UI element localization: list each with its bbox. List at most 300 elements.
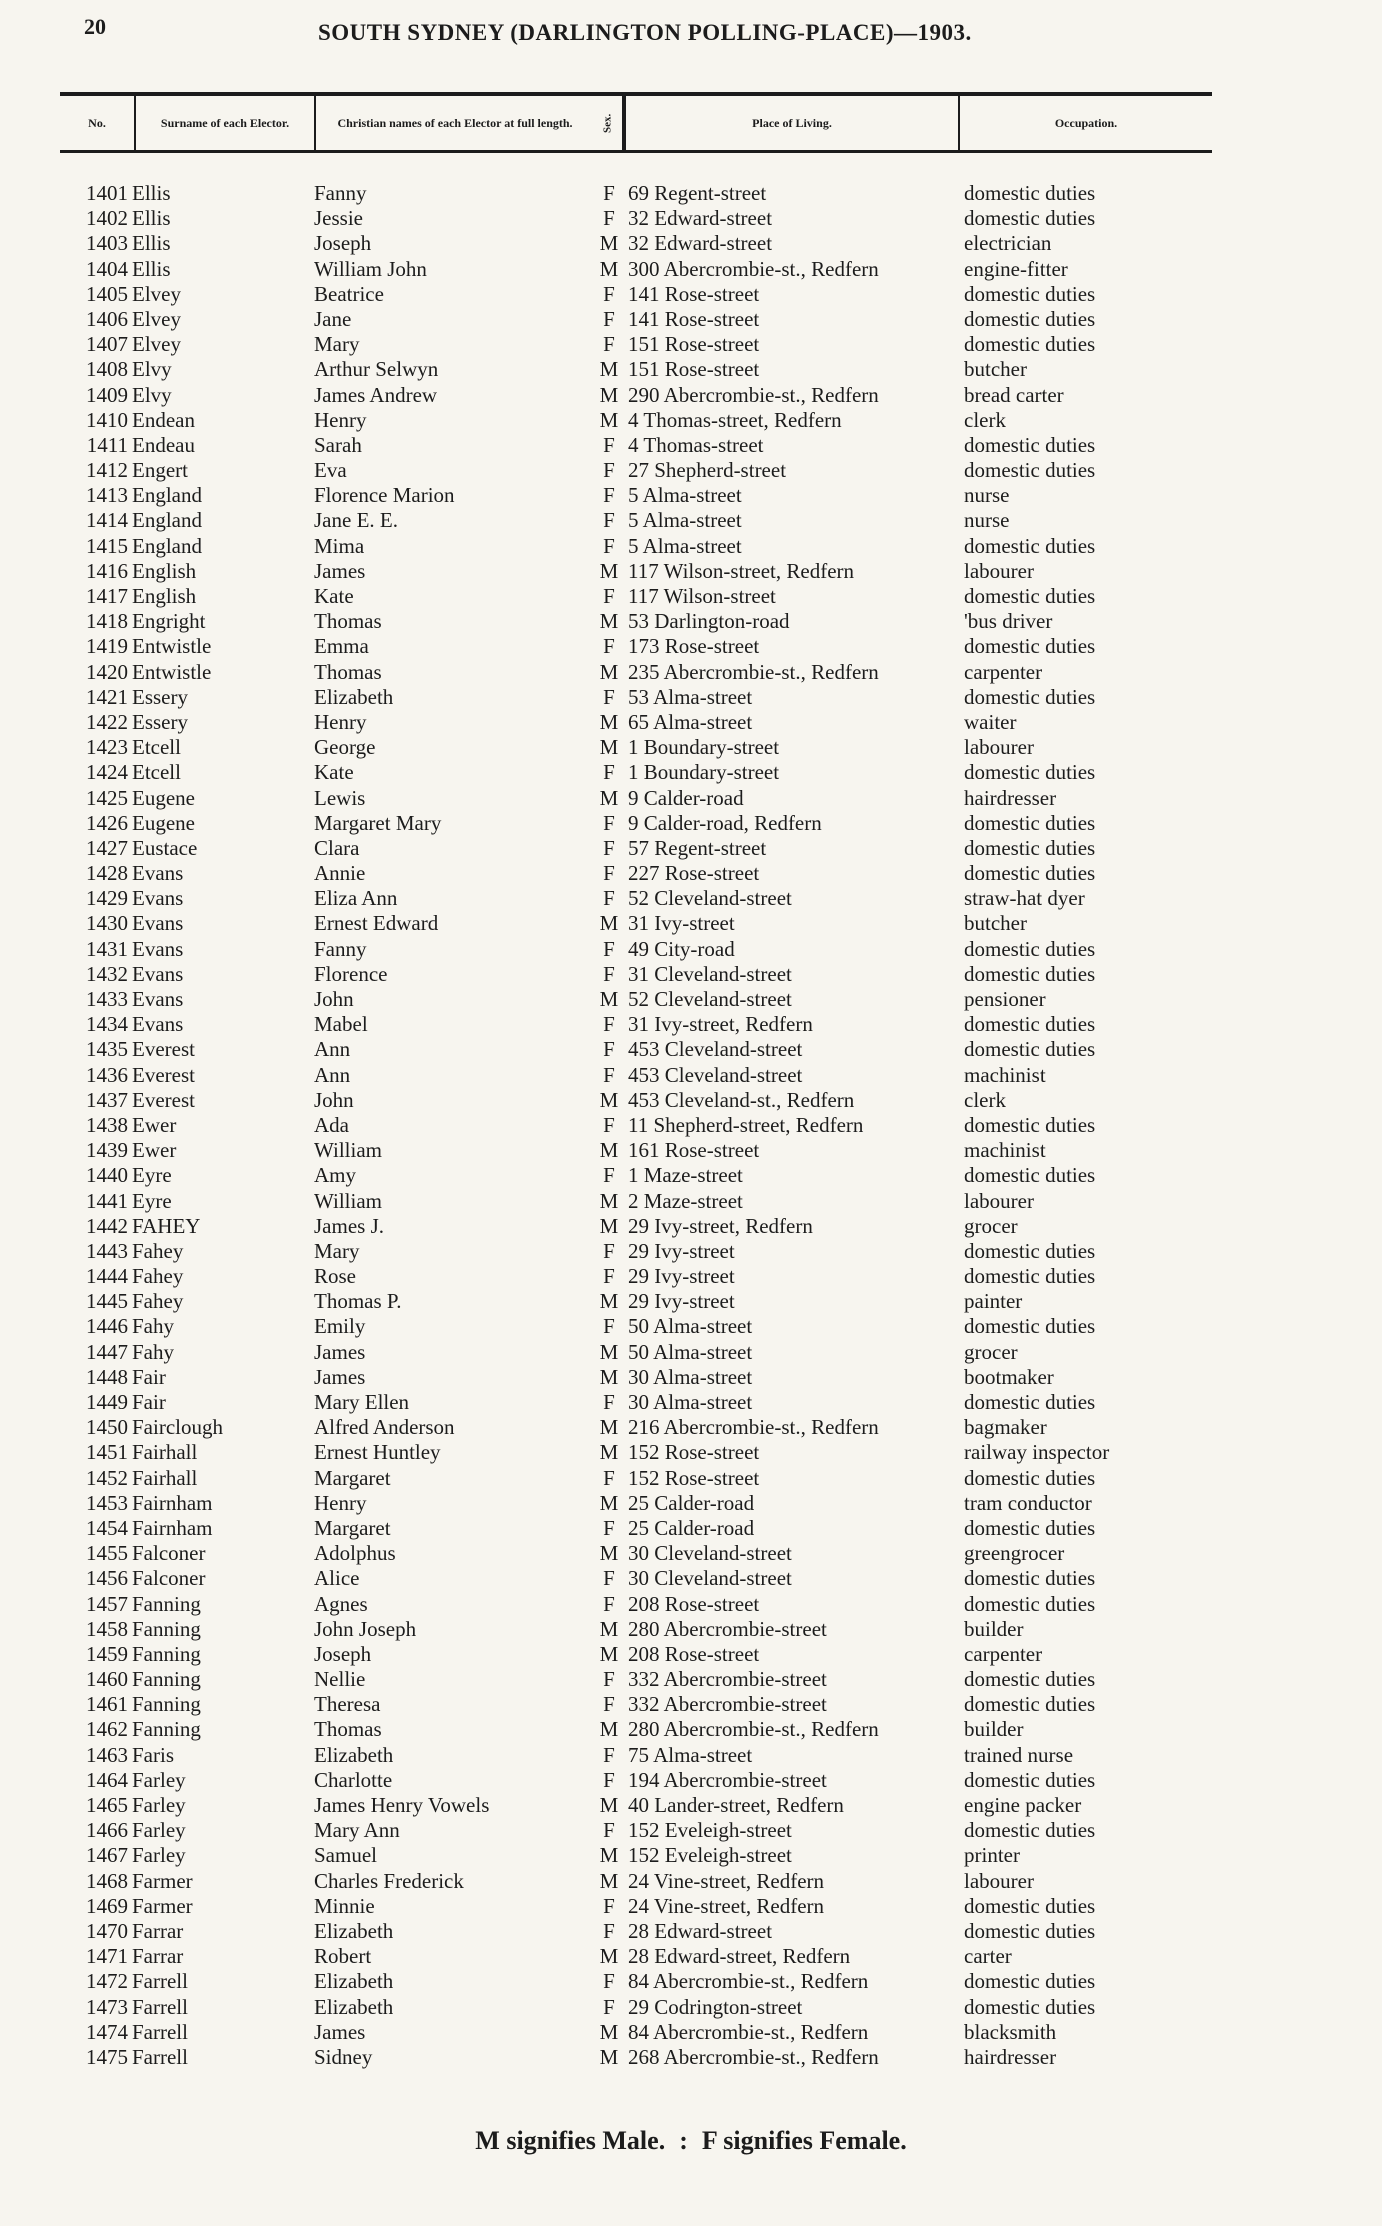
elector-place-of-living: 31 Ivy-street, Redfern bbox=[628, 1012, 813, 1037]
elector-place-of-living: 69 Regent-street bbox=[628, 181, 767, 205]
elector-sex: F bbox=[603, 861, 615, 886]
elector-occupation: domestic duties bbox=[964, 458, 1096, 483]
elector-christian-names: George bbox=[314, 735, 376, 760]
elector-occupation: domestic duties bbox=[964, 1994, 1096, 2019]
elector-row bbox=[0, 786, 1382, 811]
elector-surname: Engright bbox=[132, 609, 206, 634]
elector-sex: F bbox=[603, 206, 615, 231]
elector-christian-names: Amy bbox=[314, 1163, 356, 1188]
elector-number: 1474 bbox=[86, 2019, 128, 2044]
elector-christian-names: Mary Ann bbox=[314, 1818, 400, 1843]
elector-surname: Farrell bbox=[132, 1969, 188, 1994]
elector-sex: F bbox=[603, 332, 615, 357]
elector-surname: Fanning bbox=[132, 1641, 201, 1666]
elector-christian-names: James bbox=[314, 2019, 366, 2044]
elector-row bbox=[0, 1440, 1382, 1465]
elector-sex: M bbox=[599, 407, 619, 432]
elector-sex: M bbox=[599, 659, 619, 684]
elector-number: 1409 bbox=[86, 382, 128, 407]
elector-occupation: domestic duties bbox=[964, 1037, 1096, 1062]
elector-christian-names: Margaret bbox=[314, 1515, 391, 1540]
elector-christian-names: Beatrice bbox=[314, 281, 384, 306]
elector-sex: M bbox=[599, 785, 619, 810]
elector-surname: Fahy bbox=[132, 1339, 174, 1364]
elector-number: 1427 bbox=[86, 835, 128, 860]
elector-number: 1471 bbox=[86, 1944, 128, 1969]
elector-place-of-living: 31 Ivy-street bbox=[628, 911, 735, 936]
elector-number: 1405 bbox=[86, 281, 128, 306]
elector-number: 1424 bbox=[86, 760, 128, 785]
elector-number: 1454 bbox=[86, 1515, 128, 1540]
elector-occupation: railway inspector bbox=[964, 1440, 1110, 1465]
elector-row bbox=[0, 181, 1382, 206]
elector-surname: Fanning bbox=[132, 1692, 201, 1717]
elector-occupation: electrician bbox=[964, 231, 1052, 256]
elector-number: 1413 bbox=[86, 483, 128, 508]
elector-surname: Farrell bbox=[132, 2019, 188, 2044]
elector-sex: F bbox=[603, 1994, 615, 2019]
elector-surname: Fahey bbox=[132, 1238, 184, 1263]
elector-row bbox=[0, 1466, 1382, 1491]
elector-place-of-living: 161 Rose-street bbox=[628, 1138, 760, 1163]
elector-place-of-living: 28 Edward-street bbox=[628, 1918, 773, 1943]
elector-christian-names: Rose bbox=[314, 1264, 356, 1289]
elector-occupation: machinist bbox=[964, 1062, 1046, 1087]
elector-christian-names: Ada bbox=[314, 1112, 349, 1137]
elector-row bbox=[0, 609, 1382, 634]
elector-number: 1461 bbox=[86, 1692, 128, 1717]
elector-christian-names: Arthur Selwyn bbox=[314, 357, 439, 382]
elector-place-of-living: 152 Rose-street bbox=[628, 1440, 760, 1465]
elector-occupation: domestic duties bbox=[964, 533, 1096, 558]
elector-occupation: domestic duties bbox=[964, 1692, 1096, 1717]
elector-occupation: painter bbox=[964, 1289, 1023, 1314]
elector-place-of-living: 4 Thomas-street, Redfern bbox=[628, 407, 842, 432]
elector-occupation: domestic duties bbox=[964, 306, 1096, 331]
elector-row bbox=[0, 433, 1382, 458]
elector-surname: Evans bbox=[132, 961, 184, 986]
elector-number: 1465 bbox=[86, 1793, 128, 1817]
elector-row bbox=[0, 760, 1382, 785]
elector-occupation: builder bbox=[964, 1717, 1024, 1742]
elector-number: 1473 bbox=[86, 1994, 128, 2019]
elector-number: 1429 bbox=[86, 886, 128, 911]
elector-sex: F bbox=[603, 533, 615, 558]
elector-surname: Ellis bbox=[132, 181, 171, 205]
elector-row bbox=[0, 1743, 1382, 1768]
elector-sex: F bbox=[603, 1112, 615, 1137]
elector-row bbox=[0, 811, 1382, 836]
elector-sex: F bbox=[603, 1390, 615, 1414]
elector-row bbox=[0, 1692, 1382, 1717]
elector-christian-names: Elizabeth bbox=[314, 1994, 394, 2019]
elector-number: 1437 bbox=[86, 1087, 128, 1112]
elector-sex: F bbox=[603, 961, 615, 986]
elector-row bbox=[0, 1768, 1382, 1793]
elector-row bbox=[0, 1063, 1382, 1088]
elector-occupation: domestic duties bbox=[964, 1667, 1096, 1692]
elector-row bbox=[0, 634, 1382, 659]
elector-christian-names: Fanny bbox=[314, 936, 367, 961]
elector-place-of-living: 29 Ivy-street bbox=[628, 1264, 735, 1289]
elector-sex: M bbox=[599, 1440, 619, 1465]
elector-sex: M bbox=[599, 709, 619, 734]
elector-surname: Elvey bbox=[132, 306, 181, 331]
elector-occupation: engine packer bbox=[964, 1793, 1082, 1817]
elector-surname: Fanning bbox=[132, 1717, 201, 1742]
elector-row bbox=[0, 1541, 1382, 1566]
elector-number: 1466 bbox=[86, 1818, 128, 1843]
elector-surname: Everest bbox=[132, 1087, 195, 1112]
elector-place-of-living: 5 Alma-street bbox=[628, 508, 742, 533]
elector-place-of-living: 173 Rose-street bbox=[628, 634, 760, 659]
elector-row bbox=[0, 1365, 1382, 1390]
elector-christian-names: Samuel bbox=[314, 1843, 377, 1868]
elector-number: 1421 bbox=[86, 684, 128, 709]
elector-surname: Ellis bbox=[132, 256, 171, 281]
elector-place-of-living: 49 City-road bbox=[628, 936, 735, 961]
elector-occupation: domestic duties bbox=[964, 1818, 1096, 1843]
elector-christian-names: Fanny bbox=[314, 181, 367, 205]
elector-place-of-living: 453 Cleveland-street bbox=[628, 1062, 803, 1087]
elector-row bbox=[0, 1239, 1382, 1264]
elector-row bbox=[0, 483, 1382, 508]
elector-sex: M bbox=[599, 357, 619, 382]
elector-number: 1445 bbox=[86, 1289, 128, 1314]
elector-christian-names: Emma bbox=[314, 634, 369, 659]
elector-christian-names: John Joseph bbox=[314, 1616, 417, 1641]
elector-christian-names: Emily bbox=[314, 1314, 366, 1339]
elector-surname: Ewer bbox=[132, 1138, 177, 1163]
elector-number: 1456 bbox=[86, 1566, 128, 1591]
elector-sex: F bbox=[603, 1037, 615, 1062]
elector-sex: M bbox=[599, 1944, 619, 1969]
column-header-christian-names: Christian names of each Elector at full length. bbox=[314, 96, 594, 150]
elector-occupation: domestic duties bbox=[964, 634, 1096, 659]
elector-occupation: domestic duties bbox=[964, 181, 1096, 205]
elector-sex: M bbox=[599, 1339, 619, 1364]
elector-surname: Everest bbox=[132, 1062, 195, 1087]
elector-christian-names: Henry bbox=[314, 407, 367, 432]
elector-sex: F bbox=[603, 1314, 615, 1339]
elector-number: 1425 bbox=[86, 785, 128, 810]
elector-row bbox=[0, 1843, 1382, 1868]
elector-surname: Fairnham bbox=[132, 1490, 213, 1515]
elector-row bbox=[0, 1264, 1382, 1289]
elector-surname: Fanning bbox=[132, 1667, 201, 1692]
elector-place-of-living: 1 Boundary-street bbox=[628, 735, 780, 760]
elector-christian-names: James Andrew bbox=[314, 382, 438, 407]
elector-christian-names: Florence Marion bbox=[314, 483, 455, 508]
elector-place-of-living: 290 Abercrombie-st., Redfern bbox=[628, 382, 879, 407]
elector-row bbox=[0, 987, 1382, 1012]
elector-sex: M bbox=[599, 256, 619, 281]
elector-occupation: domestic duties bbox=[964, 961, 1096, 986]
elector-sex: M bbox=[599, 1717, 619, 1742]
elector-number: 1442 bbox=[86, 1213, 128, 1238]
elector-row bbox=[0, 257, 1382, 282]
elector-occupation: pensioner bbox=[964, 987, 1046, 1011]
elector-sex: F bbox=[603, 306, 615, 331]
elector-number: 1459 bbox=[86, 1641, 128, 1666]
elector-surname: Farmer bbox=[132, 1893, 193, 1918]
elector-christian-names: James J. bbox=[314, 1213, 384, 1238]
elector-surname: Fair bbox=[132, 1364, 166, 1389]
page-title: SOUTH SYDNEY (DARLINGTON POLLING-PLACE)—1903. bbox=[318, 20, 972, 45]
elector-number: 1470 bbox=[86, 1918, 128, 1943]
elector-christian-names: Eva bbox=[314, 458, 347, 483]
column-header-surname: Surname of each Elector. bbox=[134, 96, 314, 150]
elector-number: 1407 bbox=[86, 332, 128, 357]
elector-number: 1443 bbox=[86, 1238, 128, 1263]
elector-row bbox=[0, 1314, 1382, 1339]
elector-christian-names: Thomas bbox=[314, 1717, 382, 1742]
elector-christian-names: James bbox=[314, 1339, 366, 1364]
elector-sex: M bbox=[599, 1364, 619, 1389]
elector-surname: Evans bbox=[132, 861, 184, 886]
elector-number: 1418 bbox=[86, 609, 128, 634]
elector-surname: Eugene bbox=[132, 785, 195, 810]
elector-christian-names: James bbox=[314, 1364, 366, 1389]
elector-place-of-living: 30 Alma-street bbox=[628, 1390, 753, 1414]
elector-row bbox=[0, 710, 1382, 735]
elector-place-of-living: 152 Eveleigh-street bbox=[628, 1843, 792, 1868]
elector-row bbox=[0, 1818, 1382, 1843]
elector-surname: Fair bbox=[132, 1390, 166, 1414]
elector-number: 1406 bbox=[86, 306, 128, 331]
elector-occupation: bootmaker bbox=[964, 1364, 1054, 1389]
elector-sex: M bbox=[599, 1138, 619, 1163]
elector-occupation: domestic duties bbox=[964, 332, 1096, 357]
elector-place-of-living: 9 Calder-road, Redfern bbox=[628, 810, 822, 835]
elector-surname: Everest bbox=[132, 1037, 195, 1062]
elector-number: 1414 bbox=[86, 508, 128, 533]
elector-surname: Farrar bbox=[132, 1918, 184, 1943]
elector-occupation: domestic duties bbox=[964, 1918, 1096, 1943]
elector-number: 1444 bbox=[86, 1264, 128, 1289]
elector-sex: F bbox=[603, 936, 615, 961]
elector-surname: Elvy bbox=[132, 382, 172, 407]
elector-occupation: carpenter bbox=[964, 659, 1043, 684]
elector-sex: M bbox=[599, 609, 619, 634]
elector-row bbox=[0, 458, 1382, 483]
elector-place-of-living: 29 Ivy-street bbox=[628, 1238, 735, 1263]
elector-place-of-living: 30 Alma-street bbox=[628, 1364, 753, 1389]
elector-surname: Evans bbox=[132, 911, 184, 936]
elector-surname: Fairclough bbox=[132, 1415, 223, 1440]
elector-occupation: grocer bbox=[964, 1213, 1018, 1238]
elector-number: 1408 bbox=[86, 357, 128, 382]
elector-sex: F bbox=[603, 1692, 615, 1717]
elector-surname: Farmer bbox=[132, 1868, 193, 1893]
elector-number: 1460 bbox=[86, 1667, 128, 1692]
elector-occupation: domestic duties bbox=[964, 1893, 1096, 1918]
elector-row bbox=[0, 1088, 1382, 1113]
elector-surname: Ewer bbox=[132, 1112, 177, 1137]
elector-place-of-living: 4 Thomas-street bbox=[628, 432, 764, 457]
elector-place-of-living: 25 Calder-road bbox=[628, 1490, 755, 1515]
elector-row bbox=[0, 1969, 1382, 1994]
elector-place-of-living: 280 Abercrombie-st., Redfern bbox=[628, 1717, 879, 1742]
elector-christian-names: Henry bbox=[314, 709, 367, 734]
elector-number: 1417 bbox=[86, 584, 128, 608]
elector-surname: Eustace bbox=[132, 835, 198, 860]
elector-sex: F bbox=[603, 1264, 615, 1289]
elector-christian-names: Clara bbox=[314, 835, 360, 860]
elector-number: 1439 bbox=[86, 1138, 128, 1163]
elector-place-of-living: 65 Alma-street bbox=[628, 709, 753, 734]
elector-sex: F bbox=[603, 1893, 615, 1918]
elector-row bbox=[0, 1037, 1382, 1062]
elector-surname: Elvy bbox=[132, 357, 172, 382]
elector-surname: Elvey bbox=[132, 281, 181, 306]
elector-surname: Evans bbox=[132, 886, 184, 911]
elector-row bbox=[0, 1516, 1382, 1541]
elector-christian-names: Jane E. E. bbox=[314, 508, 398, 533]
elector-place-of-living: 1 Maze-street bbox=[628, 1163, 743, 1188]
elector-place-of-living: 5 Alma-street bbox=[628, 483, 742, 508]
elector-row bbox=[0, 1340, 1382, 1365]
elector-christian-names: Jessie bbox=[314, 206, 363, 231]
elector-surname: English bbox=[132, 558, 197, 583]
elector-surname: Farley bbox=[132, 1843, 186, 1868]
elector-surname: Fairnham bbox=[132, 1515, 213, 1540]
elector-surname: Farley bbox=[132, 1767, 186, 1792]
elector-surname: Entwistle bbox=[132, 659, 212, 684]
elector-christian-names: Mary bbox=[314, 332, 360, 357]
elector-sex: M bbox=[599, 231, 619, 256]
elector-sex: F bbox=[603, 684, 615, 709]
elector-sex: F bbox=[603, 1566, 615, 1591]
elector-sex: M bbox=[599, 1843, 619, 1868]
elector-occupation: straw-hat dyer bbox=[964, 886, 1085, 911]
elector-christian-names: Nellie bbox=[314, 1667, 366, 1692]
elector-row bbox=[0, 231, 1382, 256]
elector-row bbox=[0, 1869, 1382, 1894]
elector-row bbox=[0, 836, 1382, 861]
elector-place-of-living: 194 Abercrombie-street bbox=[628, 1767, 827, 1792]
elector-occupation: labourer bbox=[964, 735, 1034, 760]
elector-occupation: labourer bbox=[964, 558, 1034, 583]
elector-christian-names: Margaret bbox=[314, 1465, 391, 1490]
elector-number: 1441 bbox=[86, 1188, 128, 1213]
elector-row bbox=[0, 508, 1382, 533]
elector-number: 1415 bbox=[86, 533, 128, 558]
header-rule-bottom bbox=[60, 150, 1212, 153]
column-header-occupation: Occupation. bbox=[958, 96, 1212, 150]
elector-number: 1475 bbox=[86, 2044, 128, 2069]
elector-occupation: domestic duties bbox=[964, 684, 1096, 709]
elector-surname: Evans bbox=[132, 987, 184, 1011]
elector-christian-names: Mary bbox=[314, 1238, 360, 1263]
elector-christian-names: Kate bbox=[314, 760, 354, 785]
elector-row bbox=[0, 660, 1382, 685]
elector-christian-names: Elizabeth bbox=[314, 1742, 394, 1767]
elector-row bbox=[0, 2045, 1382, 2070]
elector-sex: M bbox=[599, 911, 619, 936]
elector-place-of-living: 32 Edward-street bbox=[628, 231, 773, 256]
elector-occupation: domestic duties bbox=[964, 1591, 1096, 1616]
elector-surname: Engert bbox=[132, 458, 188, 483]
elector-row bbox=[0, 534, 1382, 559]
elector-place-of-living: 52 Cleveland-street bbox=[628, 886, 792, 911]
elector-row bbox=[0, 1415, 1382, 1440]
elector-sex: F bbox=[603, 1238, 615, 1263]
elector-christian-names: Alfred Anderson bbox=[314, 1415, 455, 1440]
elector-sex: F bbox=[603, 1163, 615, 1188]
elector-sex: F bbox=[603, 483, 615, 508]
elector-row bbox=[0, 307, 1382, 332]
elector-row bbox=[0, 1113, 1382, 1138]
elector-row bbox=[0, 1793, 1382, 1818]
elector-sex: M bbox=[599, 382, 619, 407]
elector-christian-names: Kate bbox=[314, 584, 354, 608]
elector-place-of-living: 53 Darlington-road bbox=[628, 609, 790, 634]
elector-occupation: domestic duties bbox=[964, 760, 1096, 785]
elector-place-of-living: 152 Rose-street bbox=[628, 1465, 760, 1490]
elector-place-of-living: 141 Rose-street bbox=[628, 281, 760, 306]
elector-row bbox=[0, 282, 1382, 307]
elector-place-of-living: 24 Vine-street, Redfern bbox=[628, 1893, 825, 1918]
elector-occupation: domestic duties bbox=[964, 1465, 1096, 1490]
elector-number: 1452 bbox=[86, 1465, 128, 1490]
elector-place-of-living: 208 Rose-street bbox=[628, 1591, 760, 1616]
elector-occupation: labourer bbox=[964, 1188, 1034, 1213]
elector-number: 1463 bbox=[86, 1742, 128, 1767]
elector-surname: Fahy bbox=[132, 1314, 174, 1339]
elector-row bbox=[0, 206, 1382, 231]
elector-occupation: nurse bbox=[964, 508, 1010, 533]
elector-number: 1472 bbox=[86, 1969, 128, 1994]
elector-occupation: domestic duties bbox=[964, 835, 1096, 860]
elector-number: 1423 bbox=[86, 735, 128, 760]
elector-place-of-living: 52 Cleveland-street bbox=[628, 987, 792, 1011]
elector-place-of-living: 29 Ivy-street bbox=[628, 1289, 735, 1314]
elector-number: 1464 bbox=[86, 1767, 128, 1792]
elector-occupation: domestic duties bbox=[964, 1264, 1096, 1289]
elector-sex: M bbox=[599, 1213, 619, 1238]
elector-row bbox=[0, 1667, 1382, 1692]
elector-number: 1468 bbox=[86, 1868, 128, 1893]
elector-place-of-living: 117 Wilson-street, Redfern bbox=[628, 558, 855, 583]
elector-number: 1450 bbox=[86, 1415, 128, 1440]
column-header-row bbox=[60, 96, 1212, 150]
elector-place-of-living: 117 Wilson-street bbox=[628, 584, 776, 608]
elector-occupation: carpenter bbox=[964, 1641, 1043, 1666]
elector-sex: F bbox=[603, 281, 615, 306]
elector-occupation: labourer bbox=[964, 1868, 1034, 1893]
elector-surname: Fairhall bbox=[132, 1440, 198, 1465]
elector-place-of-living: 27 Shepherd-street bbox=[628, 458, 787, 483]
elector-place-of-living: 50 Alma-street bbox=[628, 1314, 753, 1339]
elector-sex: M bbox=[599, 1289, 619, 1314]
elector-number: 1451 bbox=[86, 1440, 128, 1465]
elector-christian-names: Alice bbox=[314, 1566, 360, 1591]
elector-place-of-living: 332 Abercrombie-street bbox=[628, 1692, 827, 1717]
elector-place-of-living: 30 Cleveland-street bbox=[628, 1541, 792, 1566]
elector-christian-names: Agnes bbox=[314, 1591, 368, 1616]
elector-surname: Evans bbox=[132, 936, 184, 961]
elector-place-of-living: 11 Shepherd-street, Redfern bbox=[628, 1112, 864, 1137]
elector-christian-names: William bbox=[314, 1138, 382, 1163]
elector-number: 1419 bbox=[86, 634, 128, 659]
elector-occupation: domestic duties bbox=[964, 1390, 1096, 1414]
elector-number: 1431 bbox=[86, 936, 128, 961]
elector-row bbox=[0, 937, 1382, 962]
elector-christian-names: Ann bbox=[314, 1062, 351, 1087]
elector-christian-names: Ernest Huntley bbox=[314, 1440, 441, 1465]
elector-christian-names: Mabel bbox=[314, 1012, 368, 1037]
